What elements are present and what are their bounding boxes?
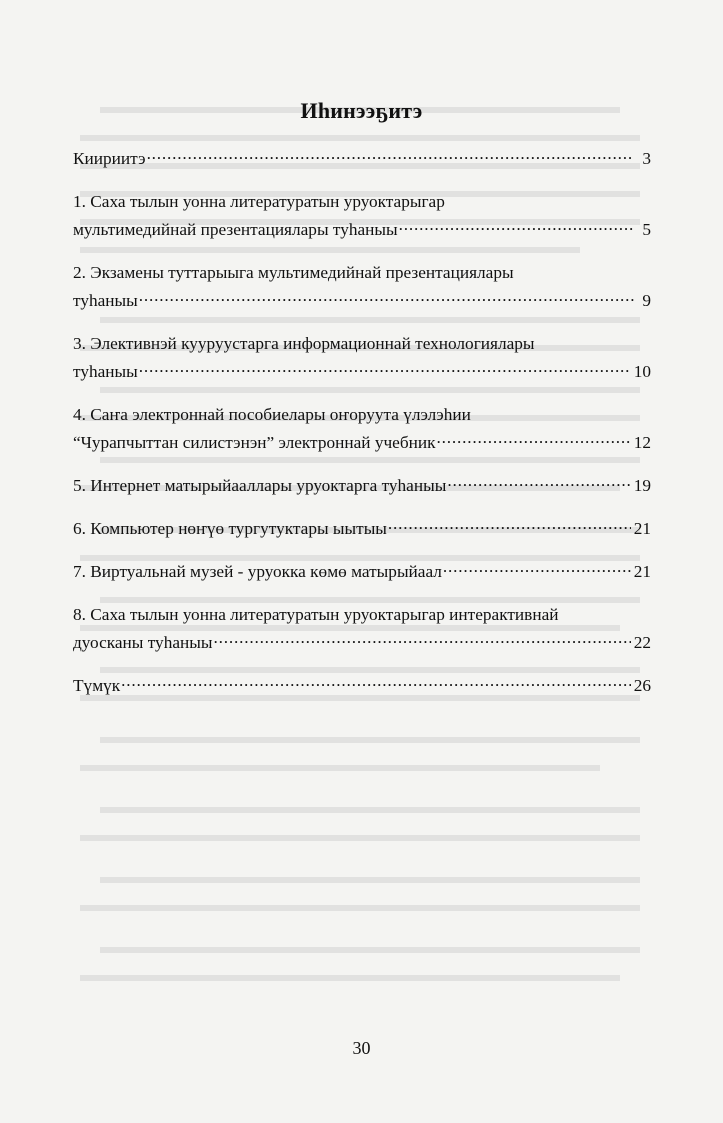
toc-entry-title: мультимедийнай презентациялары туһаныы [73, 220, 398, 239]
dot-leader [139, 289, 634, 306]
toc-entry[interactable] [73, 472, 651, 500]
toc-entry[interactable] [73, 401, 651, 457]
toc-entry[interactable] [73, 558, 651, 586]
toc-entry-page-number: 3 [642, 149, 651, 168]
toc-entry[interactable] [73, 601, 651, 657]
toc-entry-page-number: 5 [642, 220, 651, 239]
toc-entry-last-line [73, 216, 651, 244]
dot-leader [139, 360, 631, 377]
toc-entry-page-number: 10 [633, 362, 651, 381]
toc-entry-last-line [73, 472, 651, 500]
toc-entry-page-number: 21 [633, 562, 651, 581]
toc-entry[interactable] [73, 515, 651, 543]
dot-leader [399, 218, 634, 235]
toc-entry-title: Киириитэ [73, 149, 146, 168]
toc-entry-page-number: 9 [642, 291, 651, 310]
page-title: Иһинээҕитэ [300, 98, 423, 123]
toc-entry-last-line [73, 429, 651, 457]
dot-leader [213, 631, 630, 648]
toc-entry[interactable] [73, 145, 651, 173]
toc-entry[interactable] [73, 330, 651, 386]
toc-entry[interactable] [73, 259, 651, 315]
table-of-contents [73, 145, 651, 715]
toc-entry-title-line: 4. Саҥа электроннай пособиелары оҥоруута үлэлэһии [73, 405, 471, 424]
toc-entry-title: туһаныы [73, 362, 138, 381]
toc-entry-last-line [73, 558, 651, 586]
toc-entry-page-number: 19 [633, 476, 651, 495]
toc-entry-title: “Чурапчыттан силистэнэн” электроннай учебник [73, 433, 436, 452]
toc-entry-last-line [73, 358, 651, 386]
toc-entry-title: 5. Интернет матырыйааллары уруоктарга туһаныы [73, 476, 447, 495]
toc-entry-title: 7. Виртуальнай музей - уруокка көмө матырыйаал [73, 562, 442, 581]
toc-entry-title: туһаныы [73, 291, 138, 310]
toc-entry-page-number: 26 [633, 676, 651, 695]
toc-entry-title-line: 1. Саха тылын уонна литературатын уруоктарыгар [73, 192, 445, 211]
dot-leader [147, 147, 634, 164]
toc-entry-last-line [73, 287, 651, 315]
dot-leader [121, 674, 631, 691]
dot-leader [437, 431, 631, 448]
toc-entry-page-number: 21 [633, 519, 651, 538]
toc-entry-page-number: 12 [633, 433, 651, 452]
toc-entry-last-line [73, 515, 651, 543]
toc-entry-title: Түмүк [73, 676, 121, 695]
toc-entry[interactable] [73, 188, 651, 244]
toc-entry-last-line [73, 145, 651, 173]
toc-entry-last-line [73, 672, 651, 700]
toc-entry-page-number: 22 [633, 633, 651, 652]
page-number: 30 [352, 1038, 371, 1058]
toc-entry[interactable] [73, 672, 651, 700]
dot-leader [388, 517, 631, 534]
dot-leader [443, 560, 631, 577]
toc-entry-title: дуосканы туһаныы [73, 633, 213, 652]
toc-entry-title: 6. Компьютер нөҥүө тургутуктары ыытыы [73, 519, 387, 538]
toc-entry-title-line: 2. Экзамены туттарыыга мультимедийнай презентациялары [73, 263, 514, 282]
toc-entry-title-line: 8. Саха тылын уонна литературатын уруоктарыгар интерактивнай [73, 605, 559, 624]
toc-entry-title-line: 3. Элективнэй кууруустарга информационнай технологиялары [73, 334, 535, 353]
toc-entry-last-line [73, 629, 651, 657]
dot-leader [447, 474, 630, 491]
